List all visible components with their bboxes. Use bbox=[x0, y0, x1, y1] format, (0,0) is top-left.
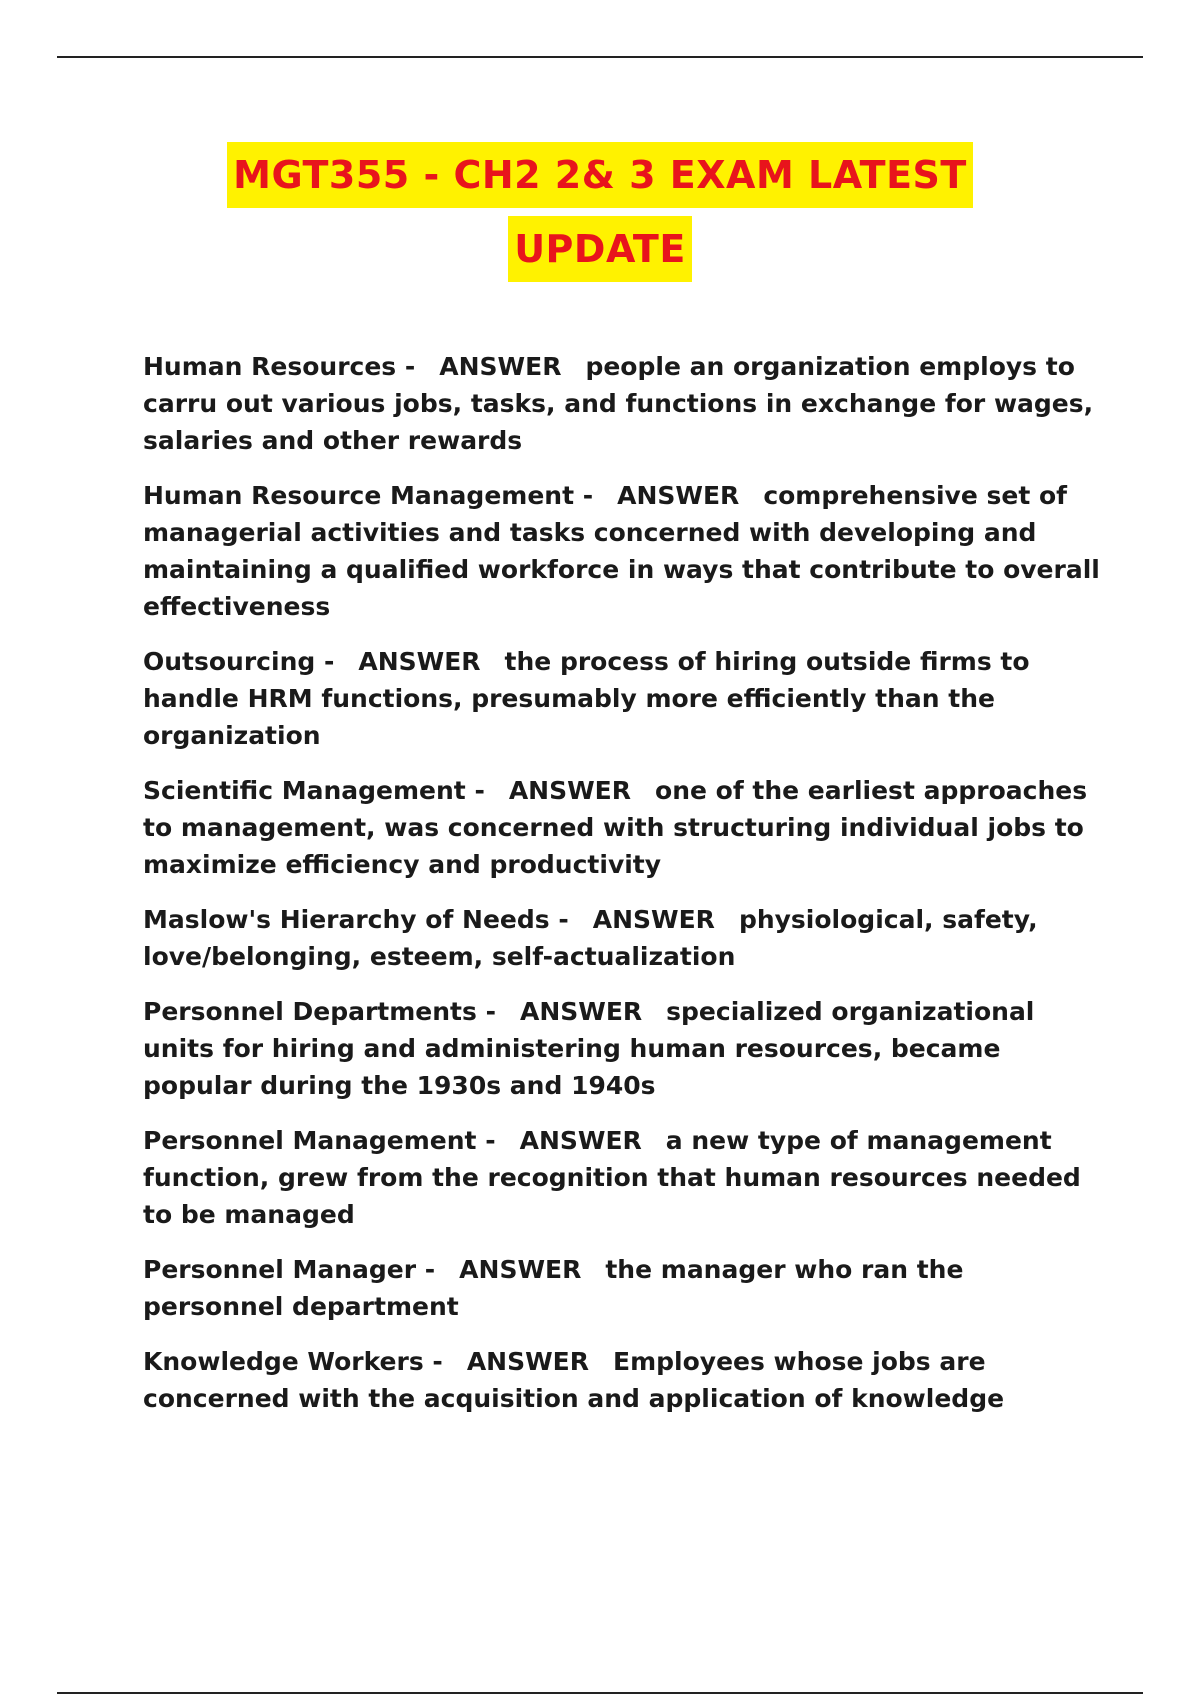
qa-answer: the manager who ran the personnel department bbox=[143, 1255, 964, 1321]
qa-answer-marker: ANSWER bbox=[459, 1255, 582, 1284]
qa-answer-marker: ANSWER bbox=[508, 776, 632, 805]
qa-term: Personnel Management - bbox=[143, 1126, 496, 1155]
title-line-1: MGT355 - CH2 2& 3 EXAM LATEST bbox=[227, 142, 973, 208]
qa-entry bbox=[143, 1122, 1103, 1233]
qa-answer-marker: ANSWER bbox=[519, 1126, 642, 1155]
qa-answer-marker: ANSWER bbox=[592, 905, 715, 934]
qa-entry bbox=[143, 348, 1103, 459]
qa-term: Human Resource Management - bbox=[143, 481, 594, 510]
qa-term: Knowledge Workers - bbox=[143, 1347, 443, 1376]
qa-answer: a new type of management function, grew from the recognition that human resources needed to be managed bbox=[143, 1126, 1081, 1229]
qa-answer: Employees whose jobs are concerned with the acquisition and application of knowledge bbox=[143, 1347, 1005, 1413]
qa-answer-marker: ANSWER bbox=[466, 1347, 589, 1376]
qa-entry bbox=[143, 643, 1103, 754]
qa-answer: people an organization employs to carru out various jobs, tasks, and functions in exchange for wages, salaries and other rewards bbox=[143, 352, 1094, 455]
top-divider bbox=[57, 56, 1143, 58]
qa-entry bbox=[143, 477, 1103, 625]
qa-term: Scientific Management - bbox=[143, 776, 485, 805]
qa-term: Outsourcing - bbox=[143, 647, 335, 676]
qa-entry bbox=[143, 901, 1103, 975]
qa-entry bbox=[143, 1343, 1103, 1417]
qa-answer-marker: ANSWER bbox=[519, 997, 643, 1026]
qa-answer-marker: ANSWER bbox=[439, 352, 562, 381]
qa-answer: comprehensive set of managerial activities and tasks concerned with developing and maintaining a qualified workforce in ways that contribute to overall effectiveness bbox=[143, 481, 1100, 621]
qa-entry bbox=[143, 772, 1103, 883]
bottom-divider bbox=[57, 1692, 1143, 1694]
qa-term: Personnel Departments - bbox=[143, 997, 496, 1026]
qa-answer-marker: ANSWER bbox=[358, 647, 481, 676]
qa-answer: specialized organizational units for hiring and administering human resources, became popular during the 1930s and 1940s bbox=[143, 997, 1035, 1100]
qa-term: Maslow's Hierarchy of Needs - bbox=[143, 905, 569, 934]
qa-answer: one of the earliest approaches to management, was concerned with structuring individual jobs to maximize efficiency and productivity bbox=[143, 776, 1088, 879]
title-line-2: UPDATE bbox=[508, 216, 692, 282]
qa-answer: the process of hiring outside firms to handle HRM functions, presumably more efficiently than the organization bbox=[143, 647, 1030, 750]
qa-list bbox=[143, 348, 1103, 1435]
qa-term: Personnel Manager - bbox=[143, 1255, 436, 1284]
qa-answer-marker: ANSWER bbox=[617, 481, 740, 510]
qa-entry bbox=[143, 993, 1103, 1104]
document-title bbox=[0, 142, 1200, 290]
qa-entry bbox=[143, 1251, 1103, 1325]
qa-term: Human Resources - bbox=[143, 352, 416, 381]
qa-answer: physiological, safety, love/belonging, esteem, self-actualization bbox=[143, 905, 1038, 971]
